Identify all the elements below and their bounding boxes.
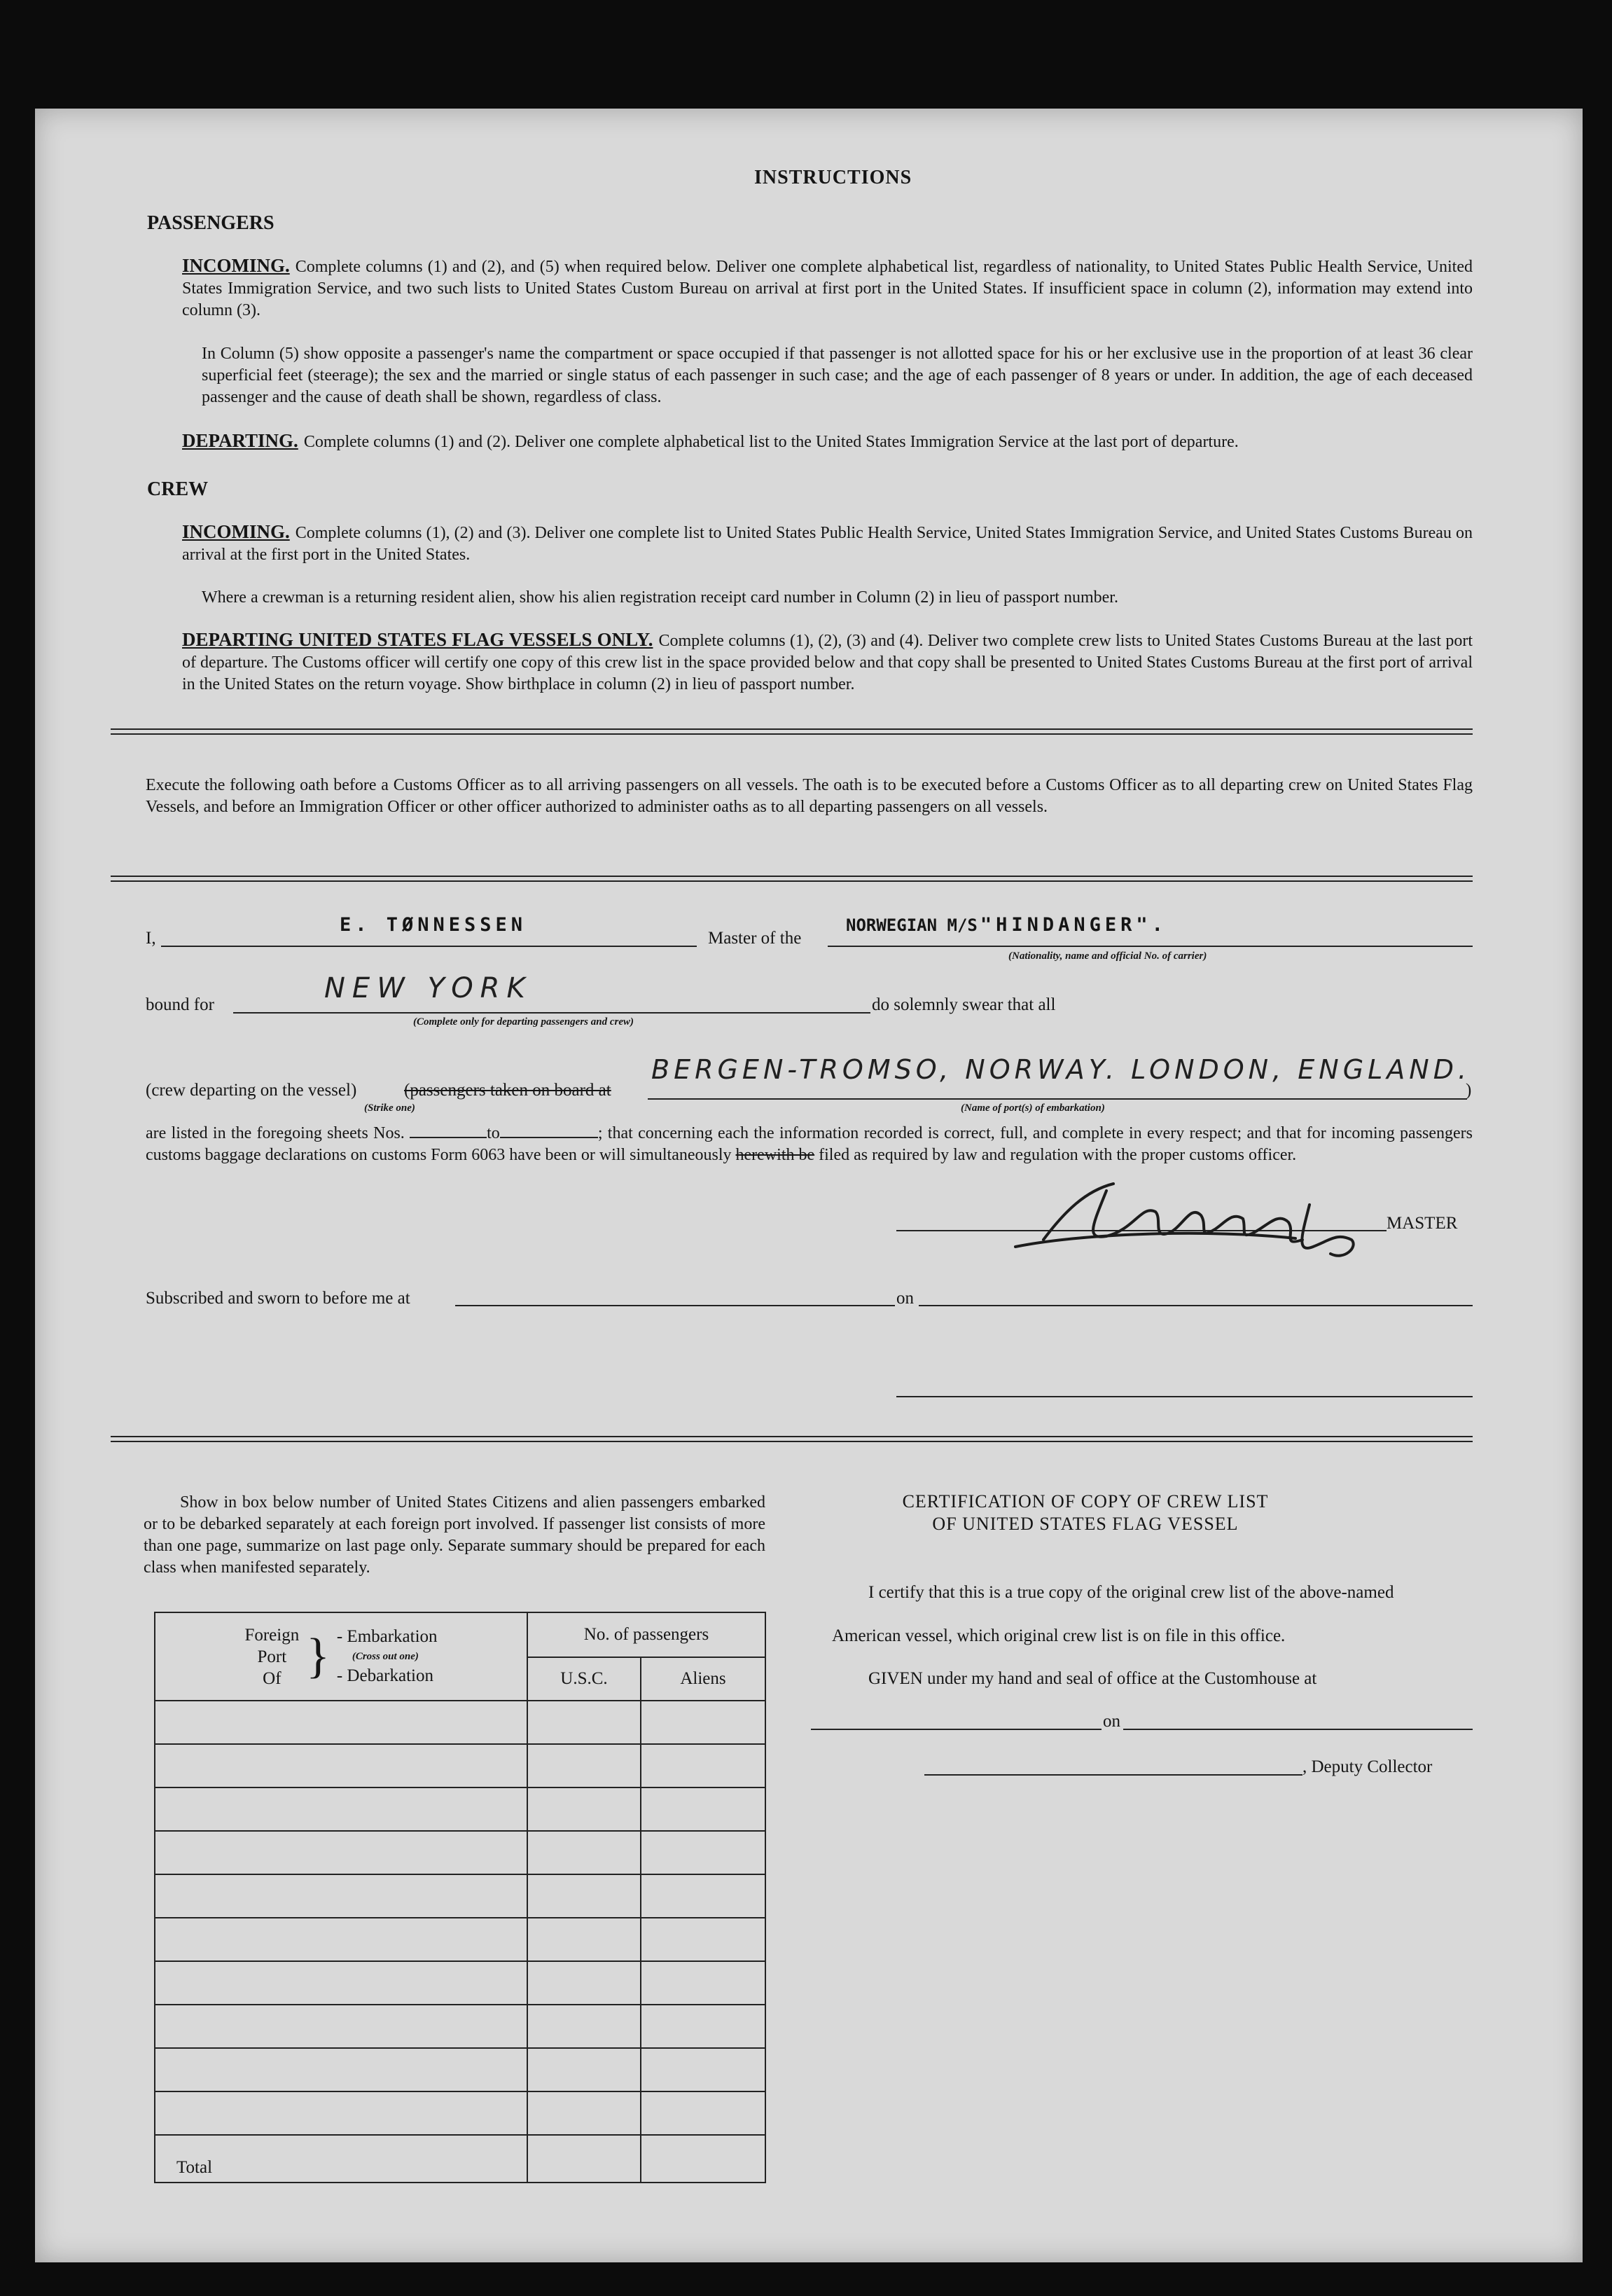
divider bbox=[111, 728, 1473, 735]
strike-caption: (Strike one) bbox=[364, 1102, 415, 1114]
american-text: American vessel, which original crew list is on file in this office. bbox=[832, 1626, 1286, 1645]
vessel-name: "HINDANGER". bbox=[980, 914, 1167, 936]
vessel-field bbox=[846, 914, 1167, 936]
crew-departing-lead: DEPARTING UNITED STATES FLAG VESSELS ONLY. bbox=[182, 629, 653, 650]
customhouse-line bbox=[811, 1729, 1102, 1730]
bound-caption: (Complete only for departing passengers and crew) bbox=[413, 1016, 634, 1028]
crew-departing-label: (crew departing on the vessel) bbox=[146, 1081, 357, 1100]
crew-heading: CREW bbox=[147, 478, 209, 500]
listed-text-c: filed as required by law and regulation with the proper customs officer. bbox=[819, 1146, 1297, 1164]
bound-line bbox=[233, 1012, 870, 1014]
listed-to: to bbox=[487, 1124, 500, 1142]
table-row bbox=[155, 1744, 765, 1787]
listed-paragraph bbox=[146, 1123, 1473, 1166]
certification-title-line1: CERTIFICATION OF COPY OF CREW LIST bbox=[902, 1491, 1269, 1512]
subscribed-on-label: on bbox=[896, 1289, 914, 1308]
master-label: MASTER bbox=[1387, 1214, 1458, 1233]
passengers-departing-lead: DEPARTING. bbox=[182, 430, 298, 451]
port-label: Port bbox=[257, 1647, 287, 1666]
ports-value: BERGEN-TROMSO, NORWAY. LONDON, ENGLAND. bbox=[651, 1054, 1471, 1085]
master-name-field: E. TØNNESSEN bbox=[340, 914, 527, 936]
total-label: Total bbox=[155, 2135, 527, 2183]
deputy-signature-line bbox=[924, 1774, 1302, 1776]
vessel-line bbox=[828, 946, 1473, 947]
bound-label: bound for bbox=[146, 995, 214, 1014]
subscribed-date-line bbox=[919, 1305, 1473, 1306]
crew-incoming-text: Complete columns (1), (2) and (3). Deliver one complete list to United States Public Health Service, United States Immigration Service, and United States Customs Bureau on arrival at the first port in the United States. bbox=[182, 524, 1473, 564]
vessel-prefix: NORWEGIAN M/S bbox=[846, 915, 978, 935]
no-passengers-header: No. of passengers bbox=[527, 1612, 765, 1657]
instructions-title: INSTRUCTIONS bbox=[754, 167, 912, 188]
officer-signature-line bbox=[896, 1396, 1473, 1397]
table-row bbox=[155, 2091, 765, 2135]
table-row bbox=[155, 1961, 765, 2005]
ports-caption: (Name of port(s) of embarkation) bbox=[961, 1102, 1105, 1114]
passengers-struck-label: (passengers taken on board at bbox=[404, 1081, 611, 1100]
divider bbox=[111, 876, 1473, 882]
table-row bbox=[155, 1831, 765, 1874]
listed-text-b: ; that concerning each the information recorded is correct, full, and complete in every respect; and that for incoming passengers customs baggage declarations on customs Form 6063 have been or will simultaneously bbox=[146, 1124, 1473, 1164]
foreign-label: Foreign bbox=[244, 1625, 300, 1645]
listed-text-a: are listed in the foregoing sheets Nos. bbox=[146, 1124, 405, 1142]
subscribed-label: Subscribed and sworn to before me at bbox=[146, 1289, 410, 1308]
master-of-label: Master of the bbox=[708, 929, 802, 948]
oath-intro: Execute the following oath before a Customs Officer as to all arriving passengers on all vessels. The oath is to be executed before a Customs Officer as to all departing crew on United States Flag Vessels, and before an Immigration Officer or other officer authorized to administer oaths as to all departing passengers on all vessels. bbox=[146, 776, 1473, 816]
crew-incoming-lead: INCOMING. bbox=[182, 521, 290, 542]
table-row bbox=[155, 1874, 765, 1918]
passenger-summary-table bbox=[154, 1612, 766, 2183]
table-row bbox=[155, 1701, 765, 1744]
certification-on-label: on bbox=[1103, 1712, 1120, 1731]
of-label: Of bbox=[263, 1668, 282, 1688]
usc-header: U.S.C. bbox=[527, 1657, 641, 1701]
summary-instructions: Show in box below number of United States Citizens and alien passengers embarked or to be debarked separately at each foreign port involved. If passenger list consists of more than one page, summarize on last page only. Separate summary should be prepared for each class when manifested separately. bbox=[144, 1493, 765, 1577]
column5-paragraph: In Column (5) show opposite a passenger's name the compartment or space occupied if that passenger is not allotted space for his or her exclusive use in the proportion of at least 36 clear superficial feet (steerage); the sex and the married or single status of each passenger in such case; and the age of each passenger of 8 years or under. In addition, the age of each deceased passenger and the cause of death shall be shown, regardless of class. bbox=[202, 345, 1473, 406]
table-row bbox=[155, 1918, 765, 1961]
total-row bbox=[155, 2135, 765, 2183]
deputy-label: , Deputy Collector bbox=[1302, 1757, 1433, 1776]
divider bbox=[111, 1436, 1473, 1442]
crewman-paragraph: Where a crewman is a returning resident alien, show his alien registration receipt card number in Column (2) in lieu of passport number. bbox=[202, 588, 1118, 607]
debarkation-label: - Debarkation bbox=[336, 1666, 433, 1685]
passengers-incoming-paragraph bbox=[182, 255, 1473, 321]
passengers-incoming-lead: INCOMING. bbox=[182, 255, 290, 276]
table-row bbox=[155, 2048, 765, 2091]
passengers-departing-text: Complete columns (1) and (2). Deliver one complete alphabetical list to the United States Immigration Service at the last port of departure. bbox=[303, 433, 1239, 451]
passengers-incoming-text: Complete columns (1) and (2), and (5) when required below. Deliver one complete alphabetical list, regardless of nationality, to United States Public Health Service, United States Immigration Service, and two such lists to United States Custom Bureau on arrival at first port in the United States. If insufficient space in column (2), information may extend into column (3). bbox=[182, 258, 1473, 319]
swear-label: do solemnly swear that all bbox=[872, 995, 1056, 1014]
certify-text: I certify that this is a true copy of the original crew list of the above-named bbox=[868, 1583, 1394, 1602]
passengers-heading: PASSENGERS bbox=[147, 212, 275, 234]
crew-departing-text: Complete columns (1), (2), (3) and (4). Deliver two complete crew lists to United States Customs Bureau at the last port of departure. The Customs officer will certify one copy of this crew list in the space provided below and that copy shall be presented to United States Customs Bureau at the first port of arrival in the United States on the return voyage. Show birthplace in column (2) in lieu of passport number. bbox=[182, 632, 1473, 693]
certification-title-line2: OF UNITED STATES FLAG VESSEL bbox=[932, 1514, 1239, 1534]
foreign-port-header: Foreign Port Of } - Embarkation (Cross out one) - Debarkation bbox=[155, 1612, 527, 1701]
close-paren: ) bbox=[1466, 1081, 1472, 1100]
bound-value: NEW YORK bbox=[324, 972, 532, 1004]
master-signature bbox=[1001, 1163, 1380, 1268]
passengers-departing-paragraph bbox=[182, 430, 1473, 453]
cross-out-label: (Cross out one) bbox=[352, 1651, 419, 1662]
certification-date-line bbox=[1123, 1729, 1473, 1730]
subscribed-place-line bbox=[455, 1305, 895, 1306]
vessel-caption: (Nationality, name and official No. of carrier) bbox=[1008, 950, 1207, 962]
ports-line bbox=[648, 1098, 1467, 1100]
embarkation-label: - Embarkation bbox=[336, 1627, 438, 1646]
table-row bbox=[155, 1787, 765, 1831]
master-name-line bbox=[161, 946, 697, 947]
crew-departing-paragraph bbox=[182, 629, 1473, 696]
crew-incoming-paragraph bbox=[182, 521, 1473, 566]
table-row bbox=[155, 2005, 765, 2048]
herewith-struck: herewith be bbox=[735, 1146, 815, 1164]
i-label: I, bbox=[146, 929, 156, 948]
certification-title bbox=[826, 1491, 1345, 1535]
aliens-header: Aliens bbox=[641, 1657, 765, 1701]
given-text: GIVEN under my hand and seal of office at the Customhouse at bbox=[868, 1669, 1317, 1688]
